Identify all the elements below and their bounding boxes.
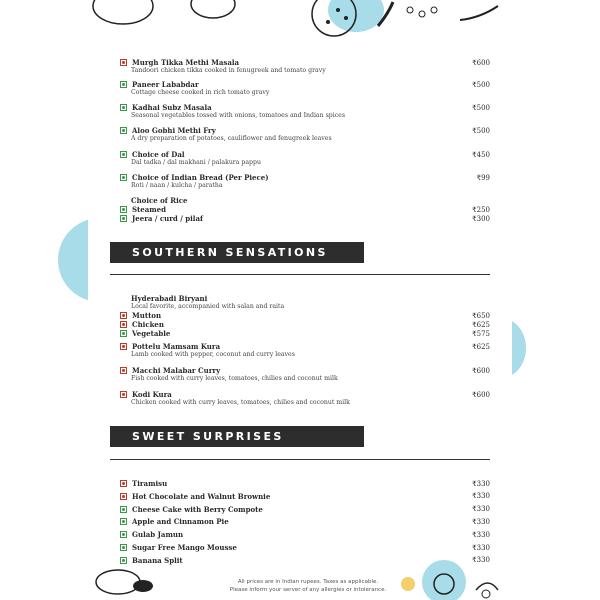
item-row <box>120 58 490 67</box>
veg-marker-icon <box>120 81 127 88</box>
nonveg-marker-icon <box>120 493 127 500</box>
item-price: ₹625 <box>472 320 490 329</box>
section-divider <box>110 274 490 275</box>
item-price: ₹250 <box>472 205 490 214</box>
menu-item <box>120 103 490 120</box>
item-name: Choice of Indian Bread (Per Piece) <box>132 173 269 182</box>
item-name: Sugar Free Mango Mousse <box>132 543 237 552</box>
section-title-southern: SOUTHERN SENSATIONS <box>132 246 328 259</box>
item-price: ₹500 <box>472 80 490 89</box>
nonveg-marker-icon <box>120 312 127 319</box>
item-description: Seasonal vegetables tossed with onions, tomatoes and Indian spices <box>131 112 345 119</box>
menu-item <box>120 173 490 190</box>
item-name: Macchi Malabar Curry <box>132 366 221 375</box>
menu-item <box>120 150 490 167</box>
footer-line-1: All prices are in Indian rupees. Taxes as applicable. <box>237 579 379 585</box>
nonveg-marker-icon <box>120 391 127 398</box>
item-row <box>120 329 490 338</box>
item-price: ₹600 <box>472 58 490 67</box>
item-name: Banana Split <box>132 555 183 565</box>
item-price: ₹99 <box>476 173 490 182</box>
rice-item <box>120 196 490 223</box>
item-name: Vegetable <box>132 329 171 338</box>
veg-marker-icon <box>120 531 127 538</box>
biryani-options <box>120 311 490 338</box>
biryani-heading: Hyderabadi Biryani <box>131 294 208 303</box>
item-description: Roti / naan / kulcha / paratha <box>131 182 223 189</box>
item-description: Fish cooked with curry leaves, tomatoes, chilies and coconut milk <box>131 375 338 382</box>
item-name: Tiramisu <box>132 479 168 488</box>
item-name: Mutton <box>132 311 162 320</box>
item-price: ₹625 <box>472 342 490 351</box>
item-price: ₹600 <box>472 366 490 375</box>
item-price: ₹450 <box>472 150 490 159</box>
menu-item <box>120 58 490 75</box>
menu-item <box>120 126 490 143</box>
item-price: ₹330 <box>472 479 490 488</box>
item-name: Hot Chocolate and Walnut Brownie <box>132 491 271 501</box>
item-price: ₹500 <box>472 103 490 112</box>
item-row <box>120 173 490 182</box>
item-name: Apple and Cinnamon Pie <box>132 517 229 527</box>
veg-marker-icon <box>120 127 127 134</box>
menu-item <box>120 517 490 526</box>
menu-item <box>120 366 490 383</box>
veg-marker-icon <box>120 174 127 181</box>
item-price: ₹500 <box>472 126 490 135</box>
item-name: Jeera / curd / pilaf <box>132 214 203 223</box>
item-description: A dry preparation of potatoes, cauliflower and fenugreek leaves <box>131 135 332 142</box>
item-description: Cottage cheese cooked in rich tomato gravy <box>131 89 270 96</box>
item-price: ₹330 <box>472 543 490 552</box>
menu-item <box>120 505 490 514</box>
item-row <box>120 366 490 375</box>
veg-marker-icon <box>120 544 127 551</box>
veg-marker-icon <box>120 151 127 158</box>
item-price: ₹650 <box>472 311 490 320</box>
item-row <box>120 150 490 159</box>
item-row <box>120 505 490 514</box>
section-divider <box>110 459 490 460</box>
menu-item <box>120 492 490 501</box>
menu-item <box>120 80 490 97</box>
item-name: Kodi Kura <box>132 390 172 399</box>
item-name: Choice of Dal <box>132 150 185 159</box>
item-price: ₹330 <box>472 556 490 565</box>
spice-illustration-top <box>88 0 512 50</box>
veg-marker-icon <box>120 330 127 337</box>
item-name: Pottelu Mamsam Kura <box>132 342 221 351</box>
item-price: ₹330 <box>472 530 490 539</box>
rice-heading: Choice of Rice <box>131 196 188 205</box>
item-name: Aloo Gobhi Methi Fry <box>132 126 216 135</box>
veg-marker-icon <box>120 518 127 525</box>
item-price: ₹575 <box>472 329 490 338</box>
item-name: Gulab Jamun <box>132 530 184 540</box>
item-row <box>120 390 490 399</box>
item-row <box>120 80 490 89</box>
item-description: Dal tadka / dal makhani / palakura pappu <box>131 159 261 166</box>
menu-page <box>88 0 512 600</box>
menu-item <box>120 543 490 552</box>
item-price: ₹330 <box>472 492 490 501</box>
item-name: Chicken <box>132 320 164 329</box>
biryani-desc: Local favorite, accompanied with salan and raita <box>131 303 285 310</box>
nonveg-marker-icon <box>120 321 127 328</box>
section-banner-sweet <box>110 426 364 447</box>
item-description: Chicken cooked with curry leaves, tomatoes, chilies and coconut milk <box>131 399 350 406</box>
item-row <box>120 479 490 488</box>
biryani-item <box>120 294 490 338</box>
footer-line-2: Please inform your server of any allergies or intolerance. <box>229 587 387 593</box>
item-row <box>120 126 490 135</box>
item-price: ₹330 <box>472 505 490 514</box>
item-name: Murgh Tikka Methi Masala <box>132 58 240 67</box>
item-row <box>120 320 490 329</box>
item-description: Lamb cooked with pepper, coconut and curry leaves <box>131 351 295 358</box>
menu-item <box>120 530 490 539</box>
item-price: ₹330 <box>472 517 490 526</box>
item-row <box>120 214 490 223</box>
item-price: ₹600 <box>472 390 490 399</box>
nonveg-marker-icon <box>120 367 127 374</box>
section-banner-southern <box>110 242 364 263</box>
item-name: Kadhai Subz Masala <box>132 103 212 112</box>
veg-marker-icon <box>120 215 127 222</box>
veg-marker-icon <box>120 104 127 111</box>
menu-item <box>120 390 490 407</box>
item-row <box>120 103 490 112</box>
section-title-sweet: SWEET SURPRISES <box>132 430 284 443</box>
item-name: Cheese Cake with Berry Compote <box>132 504 263 514</box>
item-row <box>120 530 490 539</box>
item-row <box>120 517 490 526</box>
nonveg-marker-icon <box>120 59 127 66</box>
menu-item <box>120 479 490 488</box>
veg-marker-icon <box>120 506 127 513</box>
veg-marker-icon <box>120 206 127 213</box>
nonveg-marker-icon <box>120 343 127 350</box>
item-row <box>120 311 490 320</box>
menu-item <box>120 342 490 359</box>
item-row <box>120 492 490 501</box>
item-row <box>120 342 490 351</box>
item-row <box>120 543 490 552</box>
footer-note <box>208 578 408 594</box>
rice-options <box>120 205 490 223</box>
item-row <box>120 205 490 214</box>
item-name: Paneer Lababdar <box>132 80 199 89</box>
item-name: Steamed <box>132 205 167 214</box>
nonveg-marker-icon <box>120 480 127 487</box>
item-price: ₹300 <box>472 214 490 223</box>
item-description: Tandoori chicken tikka cooked in fenugreek and tomato gravy <box>131 67 326 74</box>
